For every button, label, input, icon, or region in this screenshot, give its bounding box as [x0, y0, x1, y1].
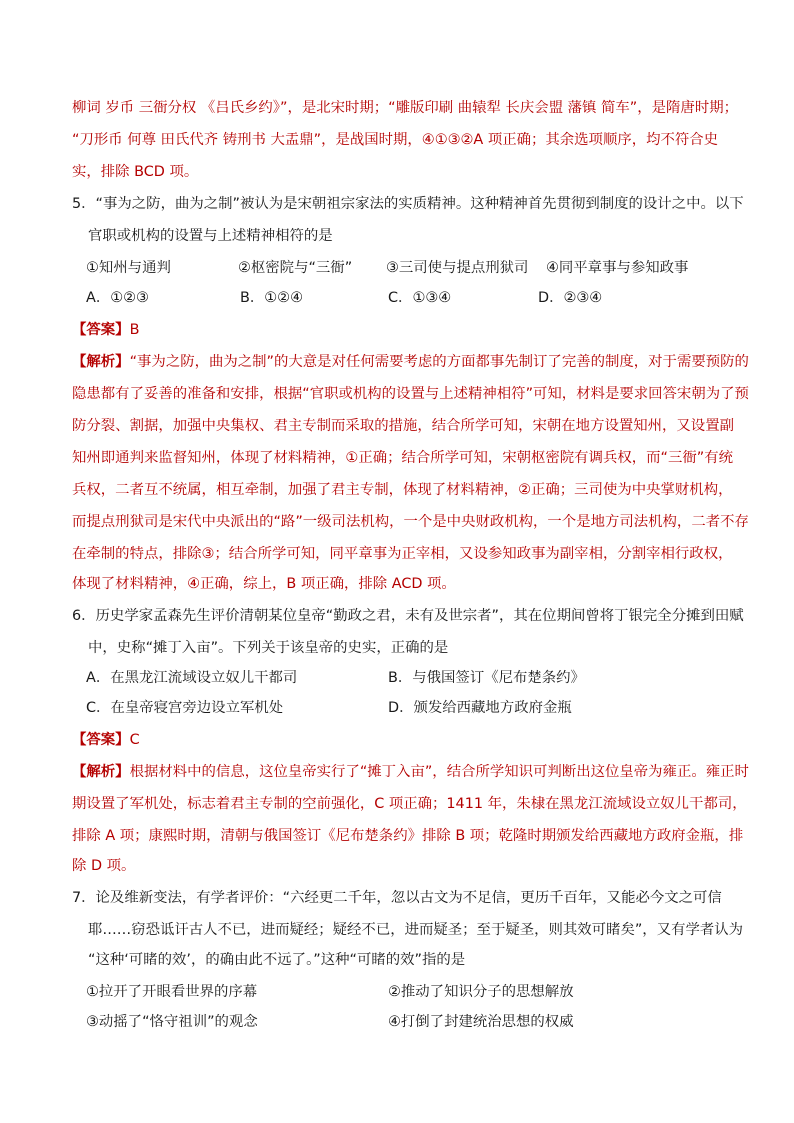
q7-item: ②推动了知识分子的思想解放 [388, 984, 574, 1000]
q5-option-a: A．①②③ [86, 290, 149, 306]
q5-analysis-line: 在牵制的特点，排除③；结合所学可知，同平章事为正宰相，又设参知政事为副宰相，分割宰相行政权， [72, 546, 733, 562]
q7-item: ③动摇了“恪守祖训”的观念 [86, 1014, 258, 1030]
q5-item: ②枢密院与“三衙” [238, 260, 353, 276]
q6-option-d: D．颁发给西藏地方政府金瓶 [388, 700, 572, 716]
q6-analysis-line: 排除 A 项；康熙时期，清朝与俄国签订《尼布楚条约》排除 B 项；乾隆时期颁发给西藏地方政府金瓶，排 [72, 828, 744, 844]
q5-analysis-line: 兵权，二者互不统属，相互牵制，加强了君主专制，体现了材料精神，②正确；三司使为中央掌财机构， [72, 482, 733, 498]
prev-analysis-line: 柳词 岁币 三衙分权 《吕氏乡约》”，是北宋时期；“雕版印刷 曲辕犁 长庆会盟 藩镇 简车”，是隋唐时期； [72, 100, 738, 116]
q6-analysis-text: 根据材料中的信息，这位皇帝实行了“摊丁入亩”，结合所学知识可判断出这位皇帝为雍正。雍正时 [129, 764, 749, 780]
q5-item: ①知州与通判 [86, 260, 171, 276]
q5-analysis-line: 隐患都有了妥善的准备和安排，根据“官职或机构的设置与上述精神相符”可知，材料是要求回答宋朝为了预 [72, 386, 749, 402]
q6-stem-line: 6．历史学家孟森先生评价清朝某位皇帝“勤政之君，未有及世宗者”，其在位期间曾将丁银完全分摊到田赋 [72, 608, 744, 624]
q5-analysis-line: 知州即通判来监督知州，体现了材料精神，①正确；结合所学可知，宋朝枢密院有调兵权，而“三衙”有统 [72, 450, 734, 466]
q6-analysis-line: 期设置了军机处，标志着君主专制的空前强化，C 项正确；1411 年，朱棣在黑龙江流域设立奴儿干都司， [72, 796, 747, 812]
q5-analysis-line [72, 352, 749, 372]
q6-option-a: A．在黑龙江流域设立奴儿干都司 [86, 670, 298, 686]
q7-stem-line: 耶……窃恐诋讦古人不已，进而疑经；疑经不已，进而疑圣；至于疑圣，则其效可睹矣”，又有学者认为 [88, 922, 744, 938]
prev-analysis-line: 实，排除 BCD 项。 [72, 164, 199, 180]
q6-stem-line: 中，史称“摊丁入亩”。下列关于该皇帝的史实，正确的是 [88, 640, 449, 656]
q5-analysis-line: 而提点刑狱司是宋代中央派出的“路”一级司法机构，一个是中央财政机构，一个是地方司法机构，二者不存 [72, 514, 749, 530]
q5-option-b: B．①②④ [240, 290, 303, 306]
q5-analysis-line: 防分裂、割据，加强中央集权、君主专制而采取的措施，结合所学可知，宋朝在地方设置知州，又设置副 [72, 418, 734, 434]
q7-stem-line: 7．论及维新变法，有学者评价：“六经更二千年，忽以古文为不足信，更历千百年，又能必今文之可信 [72, 890, 722, 906]
prev-analysis-line: “刀形币 何尊 田氏代齐 铸刑书 大盂鼎”，是战国时期，④①③②A 项正确；其余选项顺序，均不符合史 [72, 132, 719, 148]
answer-tag: 【答案】 [72, 732, 130, 748]
q5-answer [72, 320, 139, 340]
q5-analysis-text: “事为之防，曲为之制”的大意是对任何需要考虑的方面都事先制订了完善的制度，对于需要预防的 [129, 354, 749, 370]
q7-item: ①拉开了开眼看世界的序幕 [86, 984, 258, 1000]
answer-value: B [129, 322, 140, 338]
q5-item: ④同平章事与参知政事 [546, 260, 689, 276]
analysis-tag: 【解析】 [72, 354, 130, 370]
answer-value: C [129, 732, 140, 748]
q6-answer [72, 730, 140, 750]
q5-option-d: D．②③④ [538, 290, 603, 306]
q5-stem-line: 官职或机构的设置与上述精神相符的是 [88, 228, 333, 244]
q7-item: ④打倒了封建统治思想的权威 [388, 1014, 574, 1030]
q5-stem-line: 5．“事为之防，曲为之制”被认为是宋朝祖宗家法的实质精神。这种精神首先贯彻到制度的设计之中。以下 [72, 196, 744, 212]
analysis-tag: 【解析】 [72, 764, 130, 780]
q5-option-c: C．①③④ [388, 290, 452, 306]
q6-analysis-line: 除 D 项。 [72, 858, 136, 874]
answer-tag: 【答案】 [72, 322, 130, 338]
q6-option-b: B．与俄国签订《尼布楚条约》 [388, 670, 585, 686]
q7-stem-line: “这种‘可睹的效’，的确由此不远了。”这种“可睹的效”指的是 [88, 952, 466, 968]
q6-analysis-line [72, 762, 749, 782]
q5-analysis-line: 体现了材料精神，④正确，综上，B 项正确，排除 ACD 项。 [72, 576, 456, 592]
q6-option-c: C．在皇帝寝宫旁边设立军机处 [86, 700, 284, 716]
q5-item: ③三司使与提点刑狱司 [386, 260, 529, 276]
